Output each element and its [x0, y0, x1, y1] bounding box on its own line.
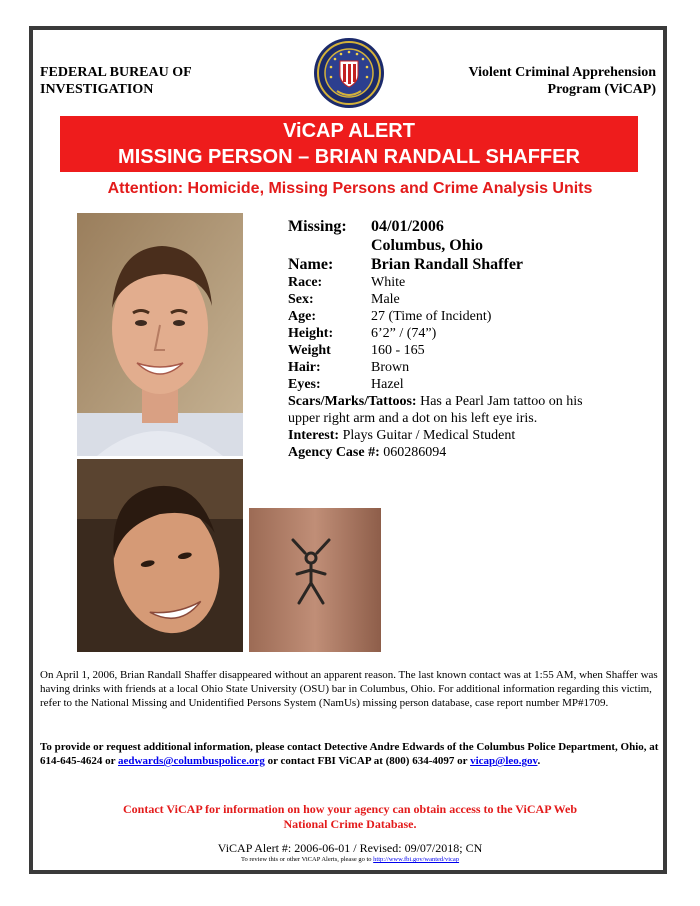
org-right-line1: Violent Criminal Apprehension — [468, 65, 656, 80]
fbi-org-name — [40, 64, 192, 98]
banner-title: ViCAP ALERT — [283, 120, 415, 142]
victim-photo-portrait — [77, 213, 243, 456]
interest-row — [288, 427, 588, 444]
tattoo-photo — [249, 508, 381, 652]
weight-label: Weight — [288, 343, 331, 358]
review-alerts-note — [40, 856, 660, 864]
attention-line: Attention: Homicide, Missing Persons and Crime Analysis Units — [107, 180, 593, 197]
hair-value: Brown — [371, 360, 410, 375]
height-value: 6’2” / (74”) — [371, 326, 437, 341]
missing-place: Columbus, Ohio — [371, 237, 484, 254]
fbi-seal-icon — [313, 37, 385, 109]
eyes-value: Hazel — [371, 377, 404, 392]
race-label: Race: — [288, 275, 323, 290]
eyes-row — [288, 376, 588, 393]
contact-paragraph — [40, 740, 660, 768]
victim-photo-casual — [77, 459, 243, 652]
case-value: 060286094 — [383, 445, 447, 460]
scars-row — [288, 393, 588, 427]
missing-date-row — [288, 217, 588, 236]
alert-banner — [60, 116, 638, 172]
case-label: Agency Case #: — [288, 445, 380, 460]
vicap-program-name — [469, 64, 656, 98]
sex-row — [288, 291, 588, 308]
interest-label: Interest: — [288, 428, 340, 443]
interest-value: Plays Guitar / Medical Student — [342, 428, 516, 443]
height-label: Height: — [288, 326, 334, 341]
weight-row — [288, 342, 588, 359]
sex-value: Male — [371, 292, 400, 307]
scars-value: Has a Pearl Jam tattoo on his upper right arm and a dot on his left eye iris. — [288, 394, 583, 426]
contact-text-1: To provide or request additional information, please contact Detective Andre Edwards of the Columbus Police Department, Ohio, at 614-645-4624 or — [40, 741, 659, 767]
org-right-line2: Program (ViCAP) — [547, 82, 656, 97]
vicap-access-note — [40, 802, 660, 832]
alert-number-line: ViCAP Alert #: 2006-06-01 / Revised: 09/07/2018; CN — [217, 841, 483, 855]
victim-details — [288, 217, 588, 461]
hair-label: Hair: — [288, 360, 321, 375]
banner-subtitle: MISSING PERSON – BRIAN RANDALL SHAFFER — [118, 146, 580, 168]
org-left-line1: FEDERAL BUREAU OF — [40, 65, 192, 80]
vicap-website-link[interactable]: http://www.fbi.gov/wanted/vicap — [373, 856, 460, 863]
name-row — [288, 255, 588, 274]
case-row — [288, 444, 588, 461]
cta-line2: National Crime Database. — [283, 817, 417, 831]
contact-text-2: or contact FBI ViCAP at (800) 634-4097 or — [264, 755, 471, 767]
eyes-label: Eyes: — [288, 377, 321, 392]
missing-label: Missing: — [288, 218, 347, 235]
age-label: Age: — [288, 309, 316, 324]
org-left-line2: INVESTIGATION — [40, 82, 154, 97]
race-value: White — [371, 275, 406, 290]
contact-text-3: . — [537, 755, 541, 767]
detective-email-link[interactable]: aedwards@columbuspolice.org — [118, 755, 265, 767]
race-row — [288, 274, 588, 291]
missing-date: 04/01/2006 — [371, 218, 444, 235]
name-label: Name: — [288, 256, 334, 273]
cta-line1: Contact ViCAP for information on how your agency can obtain access to the ViCAP Web — [122, 802, 577, 816]
sex-label: Sex: — [288, 292, 314, 307]
age-row — [288, 308, 588, 325]
missing-place-row — [288, 236, 588, 255]
hair-row — [288, 359, 588, 376]
scars-label: Scars/Marks/Tattoos: — [288, 394, 417, 409]
case-narrative: On April 1, 2006, Brian Randall Shaffer disappeared without an apparent reason. The last known contact was at 1:55 AM, when Shaffer was having drinks with friends at a local Ohio State University (OSU) bar in Columbus, Ohio. For additional information regarding this victim, refer to the National Missing and Unidentified Persons System (NamUs) missing person database, case report number MP#1709. — [40, 669, 658, 709]
height-row — [288, 325, 588, 342]
name-value: Brian Randall Shaffer — [371, 256, 524, 273]
weight-value: 160 - 165 — [371, 343, 425, 358]
review-text: To review this or other ViCAP Alerts, please go to — [240, 856, 374, 863]
age-value: 27 (Time of Incident) — [371, 309, 492, 324]
vicap-email-link[interactable]: vicap@leo.gov — [470, 755, 538, 767]
